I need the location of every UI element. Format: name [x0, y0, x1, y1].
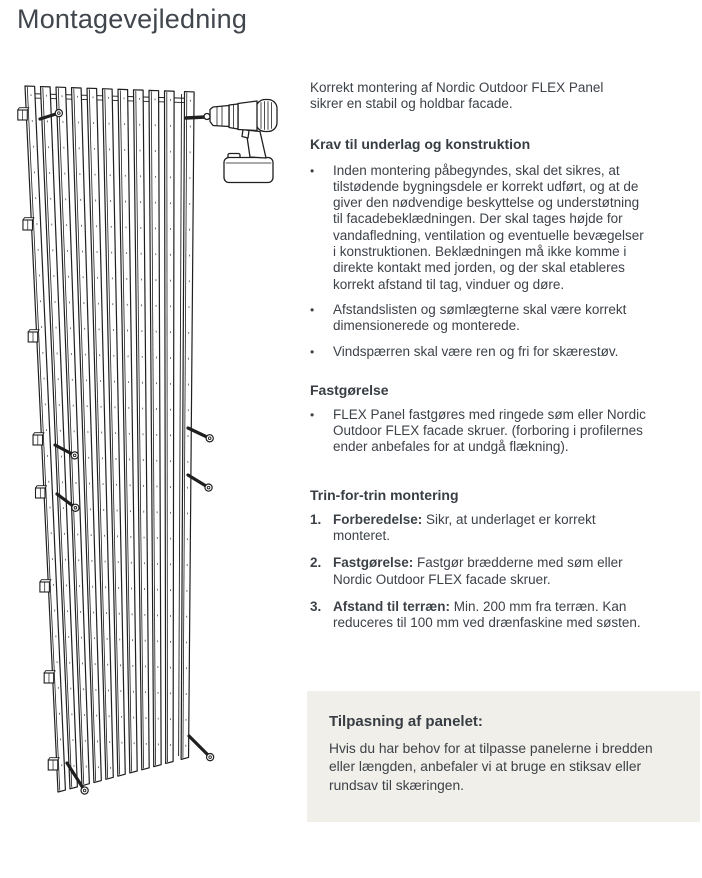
facade-screw: [188, 475, 212, 491]
drill-chuck: [210, 106, 229, 127]
panel-slat: [165, 91, 175, 764]
fastgoerelse-bullet-list: [310, 407, 702, 456]
step-item: [310, 512, 702, 545]
step-number: 1.: [310, 511, 322, 527]
mounting-clip: [48, 758, 59, 770]
bullet-text: Inden montering påbegyndes, skal det sikres, at tilstødende bygningsdele er korrekt udført, og at de giver den nødvendige beskyttelse og understøtning til facadebeklædningen. Der skal tages højde for vandafledning, ventilation og eventuelle bevægelser i konstruktionen. Beklædningen må ikke komme i direkte kontakt med jorden, og der skal etableres korrekt afstand til tag, vinduer og døre.: [333, 162, 644, 292]
mounting-clip: [36, 486, 47, 498]
drill-battery: [224, 158, 273, 183]
note-box-body: Hvis du har behov for at tilpasse panelerne i bredden eller længden, anbefaler vi at bruge en stiksav eller rundsav til skæringen.: [329, 740, 653, 793]
instructions-column: [310, 80, 702, 822]
mounting-clip: [18, 108, 29, 120]
panel-slat: [181, 92, 194, 760]
bullet-text: FLEX Panel fastgøres med ringede søm eller Nordic Outdoor FLEX facade skruer. (forboring i profilernes ender anbefales for at undgå flækning).: [333, 406, 646, 455]
intro-text: Korrekt montering af Nordic Outdoor FLEX Panel sikrer en stabil og holdbar facade.: [310, 80, 604, 112]
note-box: [307, 691, 700, 823]
list-item: [310, 302, 702, 335]
drill-bit: [186, 117, 205, 118]
section-heading-underlag: Krav til underlag og konstruktion: [310, 135, 531, 152]
step-list: [310, 512, 702, 632]
drill-body: [238, 101, 257, 131]
step-number: 3.: [310, 598, 322, 614]
list-item: [310, 344, 702, 360]
slat-panel-group: [25, 86, 194, 792]
section-heading-fastgoerelse: Fastgørelse: [310, 381, 389, 398]
section-heading-trin-for-trin: Trin-for-trin montering: [310, 486, 459, 503]
step-number: 2.: [310, 555, 322, 571]
bullet-marker: •: [310, 163, 315, 178]
underlag-bullet-list: [310, 163, 702, 360]
bullet-text: Afstandslisten og sømlægterne skal være korrekt dimensionerede og monterede.: [333, 301, 627, 334]
mounting-clip: [33, 433, 44, 445]
bullet-marker: •: [310, 407, 315, 422]
drill-trigger: [242, 130, 249, 139]
mounting-clip: [40, 580, 51, 592]
mounting-clip: [23, 218, 34, 230]
mounting-clip: [28, 330, 39, 342]
step-text: Fastgørelse: Fastgør brædderne med søm eller Nordic Outdoor FLEX facade skruer.: [333, 555, 623, 587]
drill-motor-housing: [256, 100, 277, 132]
step-item: [310, 555, 702, 588]
bullet-text: Vindspærren skal være ren og fri for skærestøv.: [333, 343, 619, 359]
cordless-drill-icon: [186, 100, 277, 183]
facade-screw: [189, 736, 214, 761]
step-item: [310, 599, 702, 632]
step-text: Afstand til terræn: Min. 200 mm fra terræn. Kan reduceres til 100 mm ved drænfaskine med søsten.: [333, 598, 641, 631]
panel-illustration-svg: [0, 58, 302, 830]
chuck-nose: [204, 114, 210, 120]
mounting-clip: [44, 671, 55, 683]
bullet-marker: •: [310, 302, 315, 317]
bullet-marker: •: [310, 344, 315, 359]
list-item: [310, 407, 702, 456]
page-title: Montagevejledning: [17, 4, 248, 34]
step-text: Forberedelse: Sikr, at underlaget er korrekt monteret.: [333, 511, 596, 544]
note-box-heading: Tilpasning af panelet:: [329, 712, 483, 730]
panel-mounting-illustration: [0, 58, 302, 830]
list-item: [310, 163, 702, 293]
